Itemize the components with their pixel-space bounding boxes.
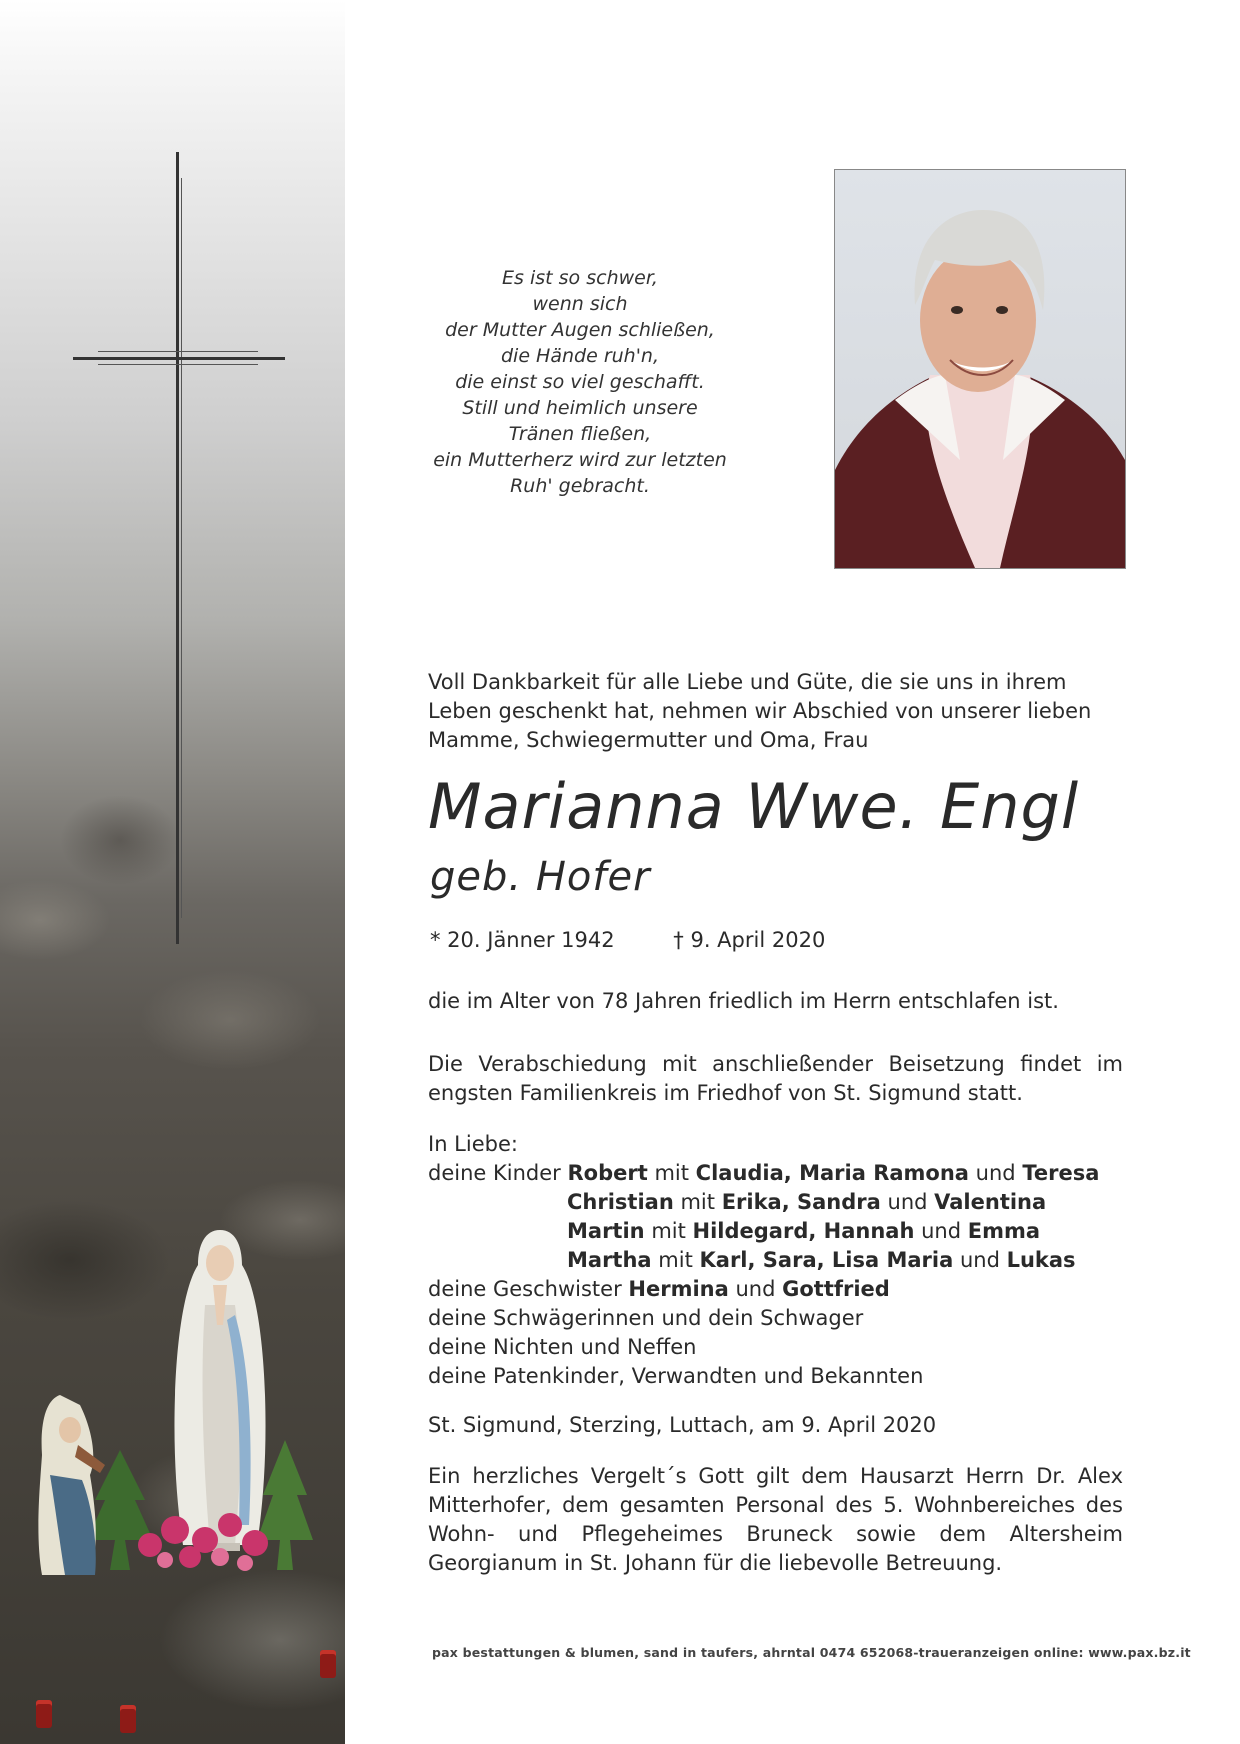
verse-line: die einst so viel geschafft. (455, 371, 705, 393)
connector: und (921, 1219, 962, 1243)
grandchild-name: Teresa (1022, 1161, 1100, 1185)
birth-date: * 20. Jänner 1942 (430, 928, 615, 952)
children-row (428, 1246, 1123, 1275)
children-row (428, 1159, 1123, 1188)
rock-texture (0, 700, 345, 1744)
verse-line: Tränen fließen, (508, 423, 652, 445)
connector: und (975, 1161, 1016, 1185)
flower-bouquet (130, 1505, 280, 1575)
verse-line: Still und heimlich unsere (462, 397, 698, 419)
grandchild-name: Lukas (1006, 1248, 1076, 1272)
sibling-name: Gottfried (782, 1277, 890, 1301)
maiden-name: geb. Hofer (430, 854, 651, 900)
connector: und (887, 1190, 928, 1214)
children-prefix: deine Kinder (428, 1161, 561, 1185)
connector: mit (651, 1219, 686, 1243)
connector: und (959, 1248, 1000, 1272)
connector: mit (654, 1161, 689, 1185)
portrait-photo (834, 169, 1126, 569)
place-date: St. Sigmund, Sterzing, Luttach, am 9. April 2020 (428, 1413, 937, 1437)
thanks-text: Ein herzliches Vergelt´s Gott gilt dem Hausarzt Herrn Dr. Alex Mitterhofer, dem gesamten Personal des 5. Wohnbereiches des Wohn- und Pflegeheimes Bruneck sowie dem Altersheim Georgianum in St. Johann für die liebevolle Betreuung. (428, 1464, 1123, 1575)
grave-candle (320, 1650, 336, 1678)
children-row (428, 1188, 1123, 1217)
child-name: Robert (567, 1161, 648, 1185)
child-name: Christian (567, 1190, 674, 1214)
godchildren-row: deine Patenkinder, Verwandten und Bekannten (428, 1364, 924, 1388)
verse-line: Es ist so schwer, (502, 267, 658, 289)
verse-line: ein Mutterherz wird zur letzten (433, 449, 727, 471)
intro-text: Voll Dankbarkeit für alle Liebe und Güte, die sie uns in ihrem Leben geschenkt hat, nehmen wir Abschied von unserer lieben Mamme, Schwiegermutter und Oma, Frau (428, 670, 1092, 752)
life-dates (430, 926, 825, 954)
grotto-image (0, 0, 345, 1744)
family-list (428, 1130, 1123, 1391)
connector: mit (680, 1190, 715, 1214)
deceased-name: Marianna Wwe. Engl (428, 770, 1080, 843)
grandchildren-names: Claudia, Maria Ramona (695, 1161, 969, 1185)
verse-line: wenn sich (532, 293, 628, 315)
grandchild-name: Emma (967, 1219, 1041, 1243)
verse-line: die Hände ruh'n, (500, 345, 660, 367)
connector: und (735, 1277, 776, 1301)
siblings-prefix: deine Geschwister (428, 1277, 622, 1301)
kneeling-figure (20, 1385, 120, 1585)
memorial-verse (420, 265, 740, 499)
siblings-row (428, 1275, 1123, 1304)
grave-candle (120, 1705, 136, 1733)
grandchildren-names: Hildegard, Hannah (692, 1219, 915, 1243)
funeral-text: Die Verabschiedung mit anschließender Beisetzung findet im engsten Familienkreis im Friedhof von St. Sigmund statt. (428, 1052, 1123, 1105)
in-laws-row: deine Schwägerinnen und dein Schwager (428, 1306, 864, 1330)
grandchildren-names: Karl, Sara, Lisa Maria (699, 1248, 954, 1272)
nieces-row: deine Nichten und Neffen (428, 1335, 697, 1359)
footer-contact: pax bestattungen & blumen, sand in taufers, ahrntal 0474 652068-traueranzeigen online: www.pax.bz.it (432, 1645, 1191, 1660)
death-date: † 9. April 2020 (673, 928, 826, 952)
grandchildren-names: Erika, Sandra (721, 1190, 881, 1214)
age-text: die im Alter von 78 Jahren friedlich im Herrn entschlafen ist. (428, 989, 1059, 1013)
child-name: Martha (567, 1248, 652, 1272)
grave-candle (36, 1700, 52, 1728)
child-name: Martin (567, 1219, 645, 1243)
grandchild-name: Valentina (934, 1190, 1047, 1214)
connector: mit (658, 1248, 693, 1272)
verse-line: der Mutter Augen schließen, (445, 319, 715, 341)
sibling-name: Hermina (628, 1277, 729, 1301)
children-row (428, 1217, 1123, 1246)
verse-line: Ruh' gebracht. (510, 475, 650, 497)
family-heading: In Liebe: (428, 1132, 518, 1156)
